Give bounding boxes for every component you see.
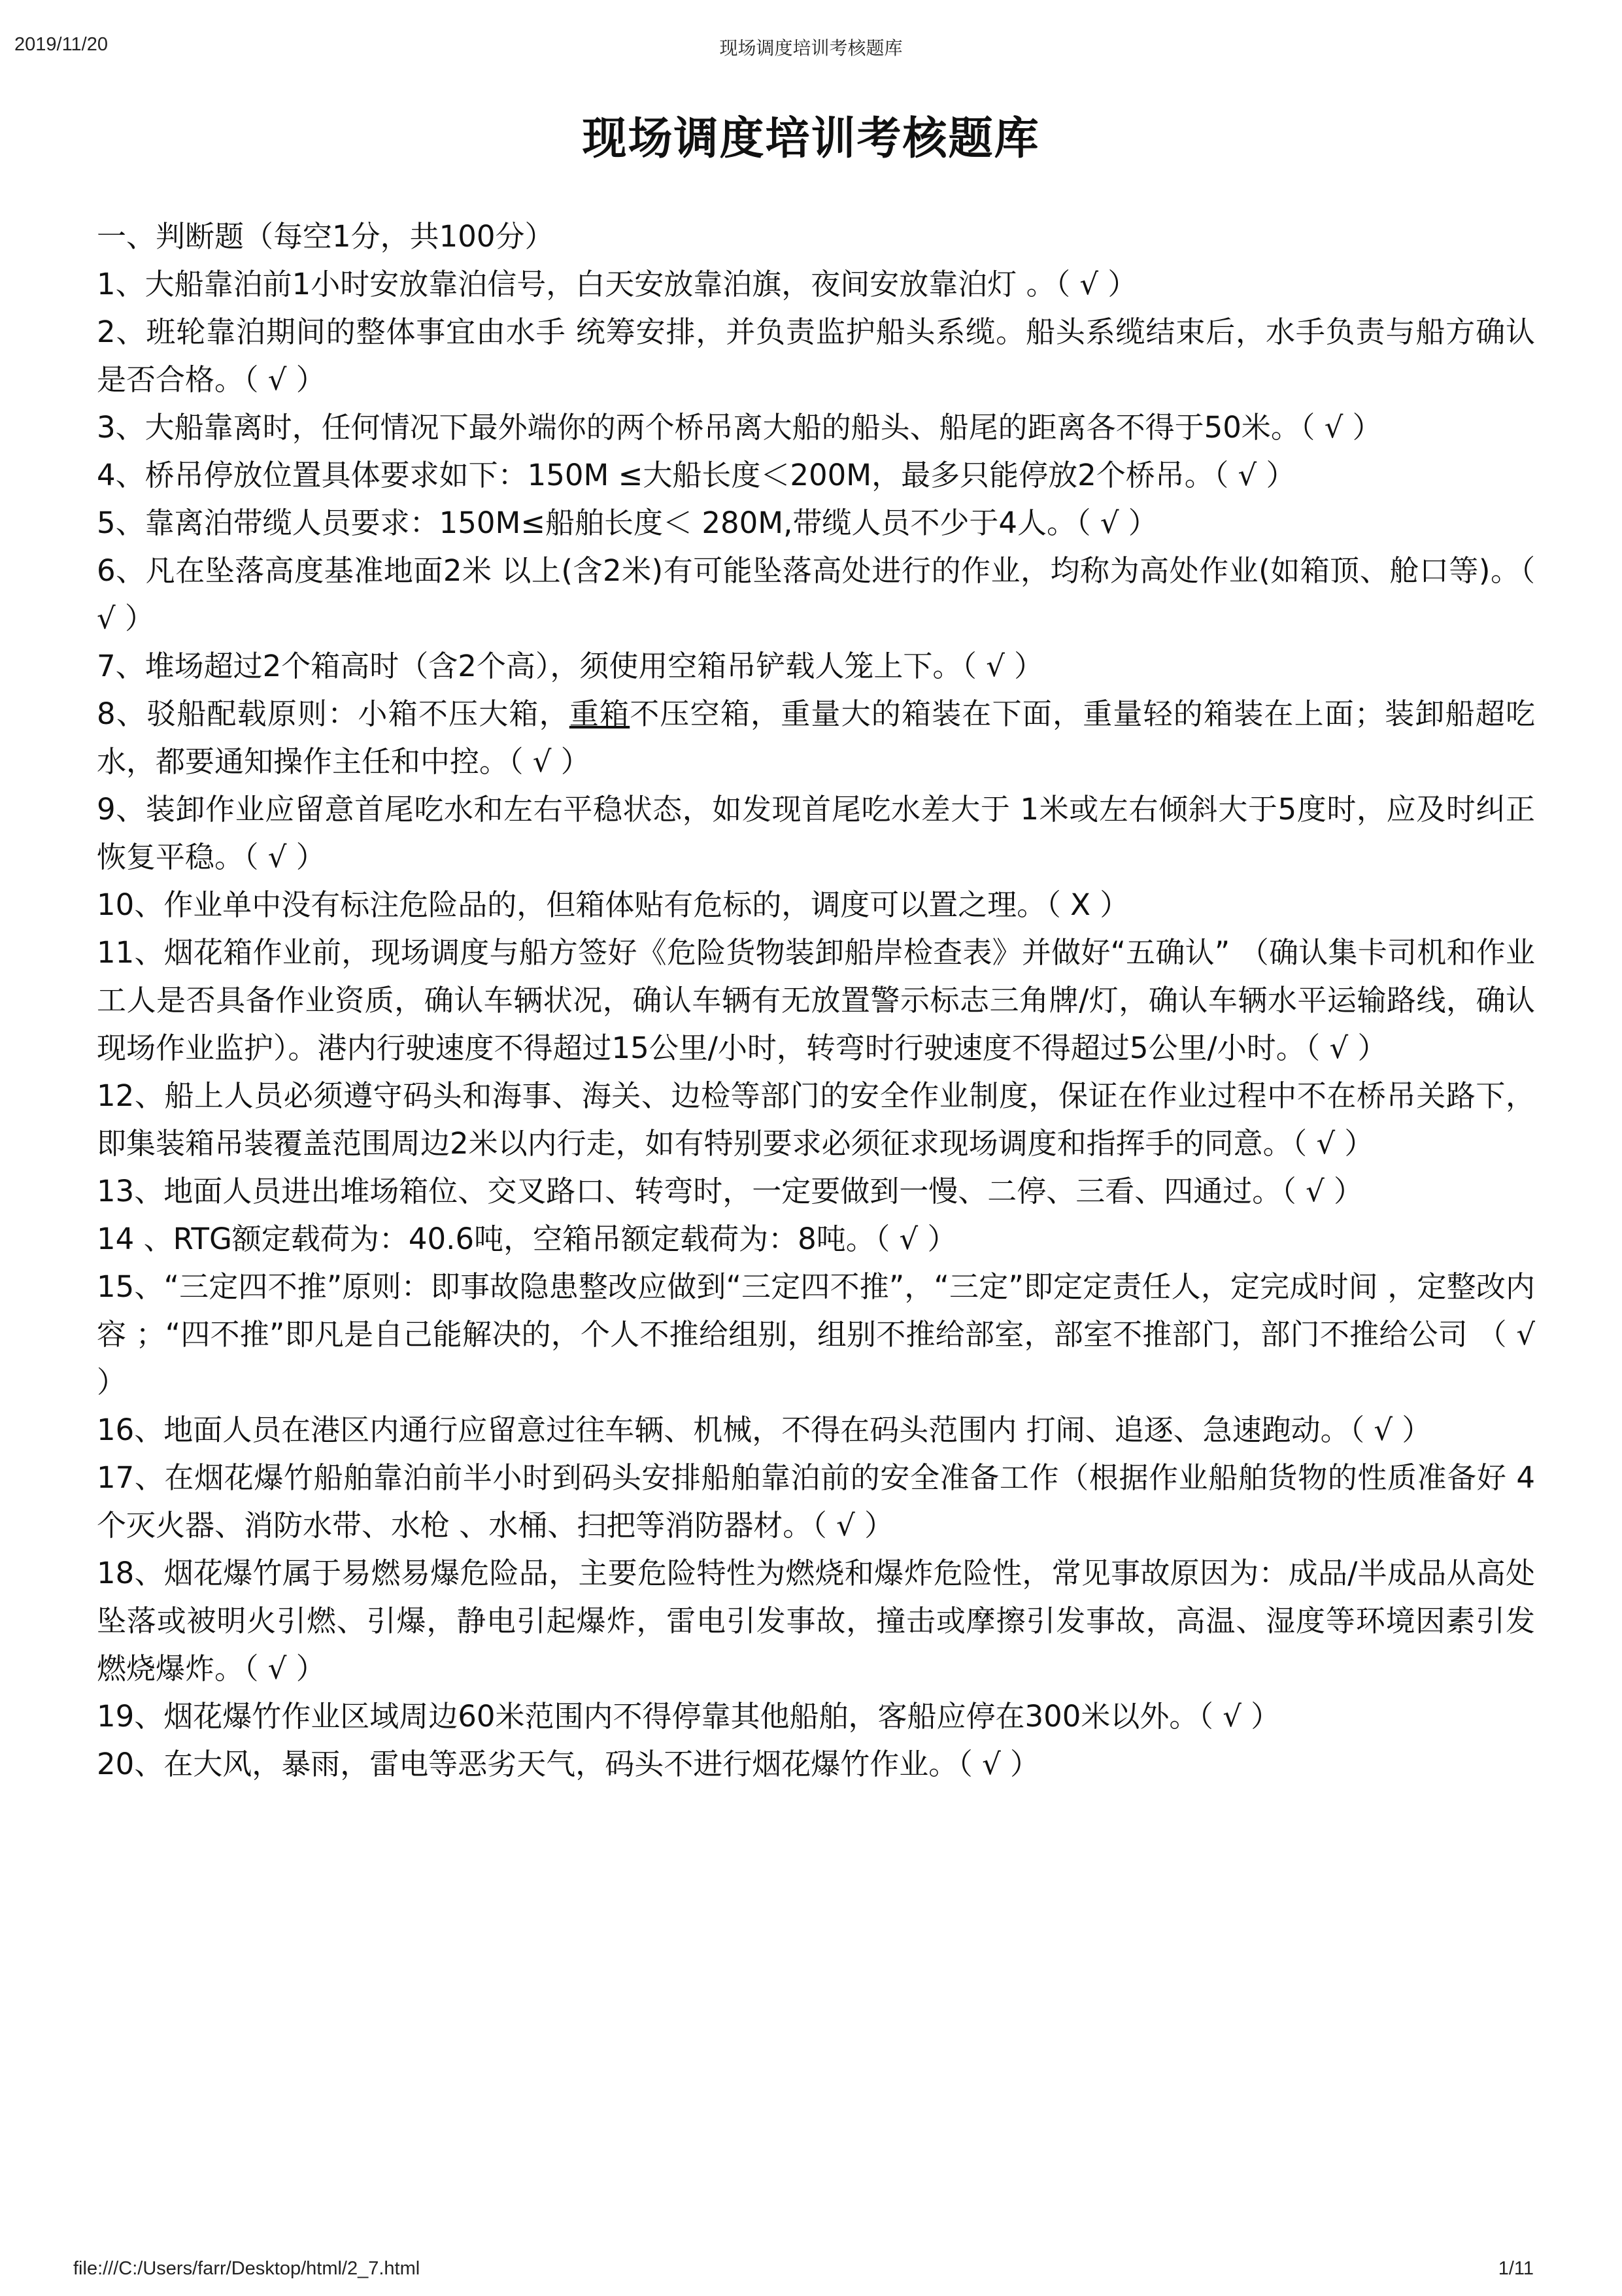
question-9: 9、装卸作业应留意首尾吃水和左右平稳状态，如发现首尾吃水差大于 1米或左右倾斜大于5度时，应及时纠正恢复平稳。（ √ ） — [97, 792, 1535, 874]
question-3: 3、大船靠离时，任何情况下最外端你的两个桥吊离大船的船头、船尾的距离各不得于50米。（ √ ） — [97, 410, 1382, 445]
question-14: 14 、RTG额定载荷为：40.6吨，空箱吊额定载荷为：8吨。（ √ ） — [97, 1222, 957, 1256]
question-1: 1、大船靠泊前1小时安放靠泊信号，白天安放靠泊旗，夜间安放靠泊灯 。（ √ ） — [97, 267, 1138, 301]
print-footer — [0, 2258, 1622, 2284]
document-body — [97, 213, 1535, 1788]
page-number: 1/11 — [1498, 2258, 1534, 2279]
question-7: 7、堆场超过2个箱高时（含2个高），须使用空箱吊铲载人笼上下。（ √ ） — [97, 649, 1044, 683]
question-5: 5、靠离泊带缆人员要求：150M≤船舶长度＜ 280M,带缆人员不少于4人。（ √ ） — [97, 505, 1158, 540]
print-date: 2019/11/20 — [14, 34, 108, 55]
print-window-title: 现场调度培训考核题库 — [719, 37, 903, 59]
question-13: 13、地面人员进出堆场箱位、交叉路口、转弯时，一定要做到一慢、二停、三看、四通过。（ √ ） — [97, 1174, 1364, 1208]
question-17: 17、在烟花爆竹船舶靠泊前半小时到码头安排船舶靠泊前的安全准备工作（根据作业船舶货物的性质准备好 4个灭火器、消防水带、水枪 、水桶、扫把等消防器材。（ √ ） — [97, 1460, 1535, 1543]
question-2: 2、班轮靠泊期间的整体事宜由水手 统筹安排，并负责监护船头系缆。船头系缆结束后，水手负责与船方确认是否合格。（ √ ） — [97, 315, 1535, 397]
question-10: 10、作业单中没有标注危险品的，但箱体贴有危标的，调度可以置之理。（ X ） — [97, 887, 1130, 922]
section-heading: 一、判断题（每空1分，共100分） — [97, 219, 554, 254]
file-path: file:///C:/Users/farr/Desktop/html/2_7.html — [73, 2258, 420, 2279]
question-15: 15、“三定四不推”原则：即事故隐患整改应做到“三定四不推”，“三定”即定定责任人，定完成时间 ，定整改内容 ；“四不推”即凡是自己能解决的，个人不推给组别，组别不推给部室，部室不推部门，部门不推给公司 （ √ ） — [97, 1269, 1535, 1399]
document-title: 现场调度培训考核题库 — [582, 113, 1040, 165]
question-16: 16、地面人员在港区内通行应留意过往车辆、机械，不得在码头范围内 打闹、追逐、急速跑动。（ √ ） — [97, 1413, 1432, 1447]
question-4: 4、桥吊停放位置具体要求如下：150M ≤大船长度＜200M，最多只能停放2个桥吊。（ √ ） — [97, 458, 1296, 492]
question-18: 18、烟花爆竹属于易燃易爆危险品，主要危险特性为燃烧和爆炸危险性，常见事故原因为：成品/半成品从高处坠落或被明火引燃、引爆，静电引起爆炸，雷电引发事故，撞击或摩擦引发事故，高温、湿度等环境因素引发燃烧爆炸。（ √ ） — [97, 1556, 1535, 1686]
question-19: 19、烟花爆竹作业区域周边60米范围内不得停靠其他船舶，客船应停在300米以外。（ √ ） — [97, 1699, 1281, 1734]
question-8-after: 不压空箱，重量大的箱装在下面，重量轻的箱装在上面；装卸船超吃水，都要通知操作主任和中控。（ √ ） — [97, 696, 1535, 779]
question-6: 6、凡在坠落高度基准地面2米 以上(含2米)有可能坠落高处进行的作业，均称为高处作业(如箱顶、舱口等)。（ √ ） — [97, 553, 1535, 636]
question-8-underlined: 重箱 — [569, 696, 630, 731]
question-8 — [97, 690, 1535, 785]
question-20: 20、在大风，暴雨，雷电等恶劣天气，码头不进行烟花爆竹作业。（ √ ） — [97, 1747, 1040, 1781]
question-12: 12、船上人员必须遵守码头和海事、海关、边检等部门的安全作业制度，保证在作业过程中不在桥吊关路下，即集装箱吊装覆盖范围周边2米以内行走，如有特别要求必须征求现场调度和指挥手的同意。（ √ ） — [97, 1078, 1535, 1161]
print-header — [0, 34, 1622, 67]
question-8-before: 8、驳船配载原则：小箱不压大箱， — [97, 696, 569, 731]
question-11: 11、烟花箱作业前，现场调度与船方签好《危险货物装卸船岸检查表》并做好“五确认” （确认集卡司机和作业工人是否具备作业资质，确认车辆状况，确认车辆有无放置警示标志三角牌/灯，确认车辆水平运输路线，确认现场作业监护）。港内行驶速度不得超过15公里/小时，转弯时行驶速度不得超过5公里/小时。（ √ ） — [97, 935, 1535, 1065]
